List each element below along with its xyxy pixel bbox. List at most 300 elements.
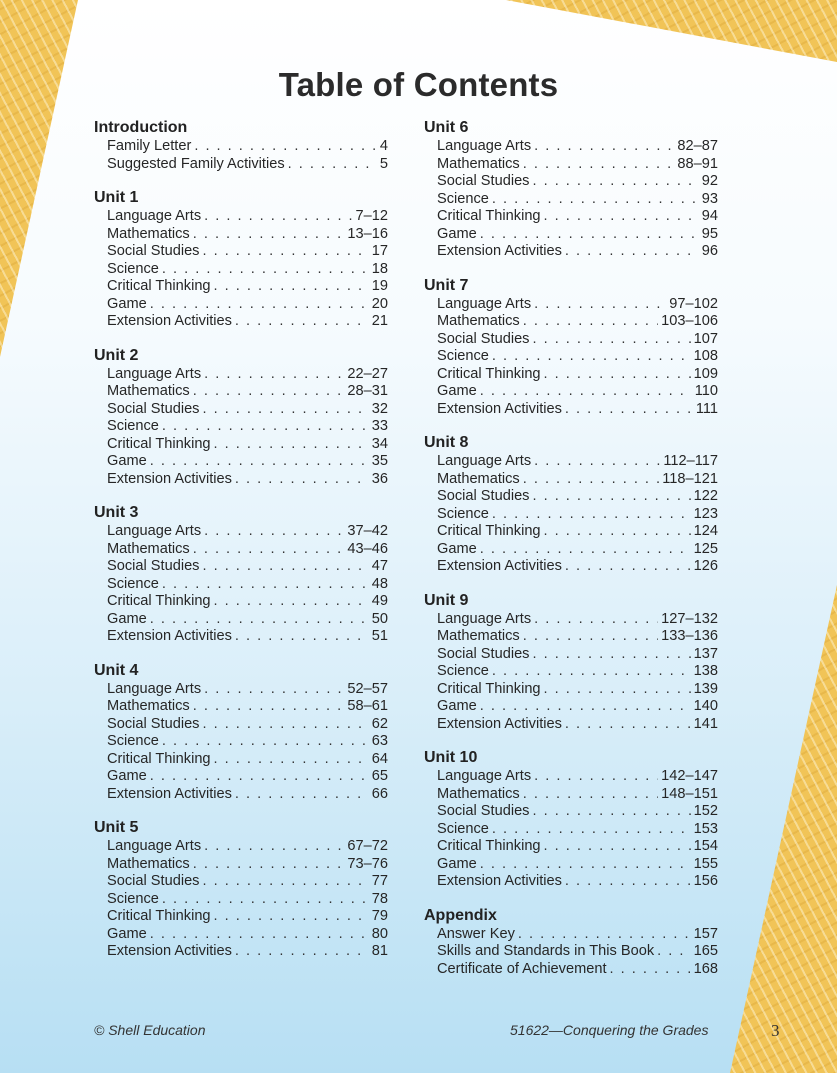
toc-entry-label: Language Arts <box>437 610 532 627</box>
toc-entry-pages: 110 <box>694 383 718 399</box>
toc-section-heading: Unit 3 <box>94 504 139 521</box>
toc-entry-pages: 65 <box>371 768 388 784</box>
toc-entry-pages: 21 <box>371 313 388 329</box>
toc-entry <box>94 751 388 769</box>
toc-entry <box>424 331 718 349</box>
toc-entry-pages: 81 <box>371 943 388 959</box>
dot-leader <box>235 471 369 489</box>
toc-entry <box>424 768 718 786</box>
dot-leader <box>534 611 658 629</box>
toc-entry-label: Language Arts <box>437 138 532 154</box>
dot-leader <box>204 681 344 699</box>
toc-entry <box>94 716 388 734</box>
toc-entry-label: Critical Thinking <box>437 523 541 539</box>
toc-entry-label: Game <box>107 295 147 312</box>
toc-entry <box>424 243 718 261</box>
toc-entry-label: Skills and Standards in This Book <box>437 943 655 959</box>
dot-leader <box>202 558 368 576</box>
dot-leader <box>523 628 658 646</box>
toc-entry <box>424 348 718 366</box>
toc-entry-pages: 122 <box>693 488 718 504</box>
toc-entry <box>424 926 718 944</box>
toc-entry-label: Language Arts <box>107 838 202 854</box>
toc-entry-pages: 111 <box>695 400 718 417</box>
toc-section <box>94 346 388 489</box>
dot-leader <box>532 646 690 664</box>
toc-entry <box>424 453 718 471</box>
toc-entry <box>424 226 718 244</box>
toc-entry-label: Language Arts <box>107 523 202 539</box>
dot-leader <box>657 943 691 961</box>
toc-entry-pages: 17 <box>371 243 388 259</box>
toc-section-heading: Unit 7 <box>424 276 469 294</box>
toc-entry <box>424 138 718 156</box>
toc-section-heading: Unit 1 <box>94 189 139 206</box>
toc-entry-label: Mathematics <box>107 383 190 399</box>
toc-entry <box>424 803 718 821</box>
toc-column-right <box>424 118 718 993</box>
toc-entry <box>94 156 388 174</box>
toc-entry-pages: 20 <box>371 295 388 312</box>
toc-entry <box>424 471 718 489</box>
dot-leader <box>534 138 674 156</box>
toc-entry <box>94 453 388 471</box>
toc-entry-label: Mathematics <box>437 313 520 329</box>
toc-entry <box>94 838 388 856</box>
dot-leader <box>544 366 691 384</box>
toc-entry <box>424 698 718 716</box>
toc-entry-pages: 51 <box>371 628 388 644</box>
dot-leader <box>532 803 690 821</box>
toc-entry <box>94 523 388 541</box>
toc-entry-label: Extension Activities <box>107 628 232 644</box>
dot-leader <box>544 681 691 699</box>
toc-entry-label: Extension Activities <box>437 558 562 574</box>
toc-entry-pages: 88–91 <box>677 155 718 172</box>
toc-entry-pages: 112–117 <box>663 453 718 469</box>
toc-entry-pages: 125 <box>693 540 718 557</box>
dot-leader <box>193 698 345 716</box>
toc-entry-label: Science <box>107 418 159 434</box>
toc-entry-pages: 142–147 <box>661 768 718 784</box>
toc-section <box>424 748 718 891</box>
toc-entry <box>94 628 388 646</box>
toc-entry-pages: 49 <box>371 593 388 609</box>
dot-leader <box>532 331 690 349</box>
dot-leader <box>523 313 658 331</box>
toc-entry <box>424 488 718 506</box>
dot-leader <box>204 838 344 856</box>
toc-entry-label: Social Studies <box>437 330 530 347</box>
dot-leader <box>204 523 344 541</box>
dot-leader <box>235 786 369 804</box>
toc-entry-pages: 35 <box>371 453 388 469</box>
toc-entry-label: Extension Activities <box>437 400 562 417</box>
toc-entry-pages: 18 <box>371 260 388 277</box>
dot-leader <box>214 751 369 769</box>
toc-section <box>94 118 388 173</box>
toc-entry-pages: 140 <box>693 698 718 714</box>
dot-leader <box>235 943 369 961</box>
toc-entry-label: Language Arts <box>107 680 202 697</box>
dot-leader <box>193 383 345 401</box>
toc-entry <box>424 663 718 681</box>
toc-entry-label: Social Studies <box>437 173 530 189</box>
dot-leader <box>202 716 368 734</box>
toc-entry <box>94 926 388 944</box>
toc-entry <box>424 646 718 664</box>
toc-entry-label: Game <box>107 610 147 627</box>
toc-entry-label: Mathematics <box>437 470 520 487</box>
toc-section <box>94 818 388 961</box>
toc-entry-pages: 13–16 <box>347 225 388 242</box>
toc-entry-pages: 67–72 <box>347 838 388 854</box>
dot-leader <box>162 733 369 751</box>
toc-entry <box>424 943 718 961</box>
toc-entry-pages: 94 <box>701 208 718 224</box>
toc-entry-label: Science <box>437 820 489 837</box>
toc-entry-label: Language Arts <box>107 365 202 382</box>
toc-entry-label: Critical Thinking <box>107 278 211 294</box>
toc-entry-label: Mathematics <box>437 628 520 644</box>
toc-entry-label: Extension Activities <box>437 873 562 889</box>
dot-leader <box>150 296 369 314</box>
toc-entry <box>424 208 718 226</box>
toc-entry-label: Family Letter <box>107 138 192 154</box>
dot-leader <box>162 576 369 594</box>
dot-leader <box>162 891 369 909</box>
dot-leader <box>480 541 691 559</box>
toc-entry-label: Extension Activities <box>437 715 562 732</box>
toc-entry-pages: 37–42 <box>347 523 388 539</box>
toc-entry-pages: 73–76 <box>347 855 388 872</box>
dot-leader <box>193 226 345 244</box>
dot-leader <box>204 366 344 384</box>
toc-entry-pages: 141 <box>693 715 718 732</box>
toc-entry-label: Game <box>437 855 477 872</box>
toc-entry-label: Critical Thinking <box>437 365 541 382</box>
toc-entry-label: Critical Thinking <box>107 593 211 609</box>
toc-entry-label: Game <box>437 225 477 242</box>
toc-entry-pages: 148–151 <box>661 785 718 802</box>
toc-entry <box>94 366 388 384</box>
toc-entry <box>424 313 718 331</box>
toc-entry <box>424 506 718 524</box>
toc-entry <box>94 681 388 699</box>
toc-entry-label: Mathematics <box>107 540 190 557</box>
toc-entry-pages: 82–87 <box>677 138 718 154</box>
toc-entry-label: Game <box>437 540 477 557</box>
toc-entry-label: Game <box>437 383 477 399</box>
toc-entry-pages: 97–102 <box>669 295 718 312</box>
toc-entry-label: Extension Activities <box>107 470 232 487</box>
page-title: Table of Contents <box>278 66 559 103</box>
dot-leader <box>288 156 377 174</box>
toc-section <box>424 433 718 576</box>
toc-entry-pages: 153 <box>693 820 718 837</box>
dot-leader <box>534 453 660 471</box>
toc-entry-pages: 154 <box>693 838 718 854</box>
toc-entry-pages: 93 <box>701 190 718 207</box>
toc-entry-label: Critical Thinking <box>107 750 211 767</box>
dot-leader <box>523 471 660 489</box>
dot-leader <box>214 908 369 926</box>
toc-entry <box>94 856 388 874</box>
toc-entry-label: Mathematics <box>437 155 520 172</box>
dot-leader <box>235 313 369 331</box>
dot-leader <box>565 873 691 891</box>
toc-entry <box>424 191 718 209</box>
toc-entry-pages: 19 <box>371 278 388 294</box>
toc-entry <box>94 383 388 401</box>
footer-book-title: 51622—Conquering the Grades <box>510 1022 709 1038</box>
toc-entry <box>94 296 388 314</box>
toc-entry-pages: 48 <box>371 575 388 592</box>
toc-entry <box>94 401 388 419</box>
toc-section-heading: Introduction <box>94 119 188 136</box>
toc-entry-pages: 47 <box>371 558 388 574</box>
toc-section-heading: Unit 9 <box>424 591 469 609</box>
toc-entry-pages: 157 <box>693 925 718 942</box>
dot-leader <box>480 226 699 244</box>
toc-entry <box>94 418 388 436</box>
toc-entry-pages: 95 <box>701 225 718 242</box>
dot-leader <box>492 191 699 209</box>
dot-leader <box>523 156 675 174</box>
toc-entry <box>94 891 388 909</box>
dot-leader <box>150 453 369 471</box>
dot-leader <box>214 436 369 454</box>
dot-leader <box>480 383 692 401</box>
dot-leader <box>235 628 369 646</box>
dot-leader <box>492 663 691 681</box>
toc-entry <box>424 628 718 646</box>
dot-leader <box>532 488 690 506</box>
toc-entry-label: Critical Thinking <box>437 208 541 224</box>
toc-entry-pages: 126 <box>693 558 718 574</box>
toc-entry <box>94 873 388 891</box>
toc-entry-label: Critical Thinking <box>437 838 541 854</box>
toc-section-heading: Unit 5 <box>94 819 139 836</box>
toc-entry-pages: 138 <box>693 663 718 679</box>
toc-entry-label: Language Arts <box>107 208 202 224</box>
toc-section <box>94 661 388 804</box>
toc-entry <box>424 856 718 874</box>
toc-section-heading: Unit 8 <box>424 434 469 451</box>
dot-leader <box>492 506 691 524</box>
toc-entry-pages: 34 <box>371 435 388 452</box>
toc-entry-label: Extension Activities <box>437 243 562 259</box>
toc-entry <box>424 716 718 734</box>
toc-section-heading: Unit 10 <box>424 749 478 766</box>
toc-entry <box>94 226 388 244</box>
toc-entry-label: Game <box>437 698 477 714</box>
toc-entry <box>424 838 718 856</box>
toc-entry <box>424 611 718 629</box>
toc-entry <box>94 261 388 279</box>
dot-leader <box>565 558 691 576</box>
dot-leader <box>162 261 369 279</box>
toc-entry-label: Social Studies <box>437 645 530 662</box>
toc-entry-pages: 52–57 <box>347 680 388 697</box>
dot-leader <box>480 856 691 874</box>
toc-entry-pages: 137 <box>693 645 718 662</box>
dot-leader <box>150 926 369 944</box>
toc-entry-label: Social Studies <box>437 803 530 819</box>
toc-entry <box>424 523 718 541</box>
toc-entry-pages: 32 <box>371 400 388 417</box>
toc-entry-pages: 108 <box>693 348 718 364</box>
toc-entry-pages: 156 <box>693 873 718 889</box>
toc-entry <box>94 908 388 926</box>
toc-entry <box>424 541 718 559</box>
toc-entry-pages: 66 <box>371 785 388 802</box>
toc-entry-label: Game <box>107 925 147 942</box>
dot-leader <box>610 961 691 979</box>
toc-section <box>94 503 388 646</box>
dot-leader <box>532 173 698 191</box>
toc-section-heading: Unit 4 <box>94 661 139 679</box>
toc-entry-label: Suggested Family Activities <box>107 155 285 172</box>
toc-section <box>424 276 718 419</box>
dot-leader <box>534 768 658 786</box>
toc-entry-pages: 28–31 <box>347 383 388 399</box>
dot-leader <box>204 208 352 226</box>
toc-entry-pages: 7–12 <box>355 208 388 224</box>
dot-leader <box>202 401 368 419</box>
toc-entry-pages: 109 <box>693 365 718 382</box>
toc-entry-label: Critical Thinking <box>437 680 541 697</box>
toc-entry-pages: 165 <box>693 943 718 959</box>
toc-entry-label: Science <box>437 348 489 364</box>
toc-entry-pages: 5 <box>379 155 388 172</box>
toc-entry-label: Science <box>437 505 489 522</box>
toc-entry-pages: 78 <box>371 890 388 907</box>
dot-leader <box>523 786 658 804</box>
toc-entry <box>424 821 718 839</box>
toc-entry-label: Social Studies <box>107 715 200 732</box>
dot-leader <box>214 593 369 611</box>
toc-entry-label: Language Arts <box>437 295 532 312</box>
dot-leader <box>544 208 699 226</box>
dot-leader <box>202 243 368 261</box>
toc-entry-pages: 79 <box>371 908 388 924</box>
page-number: 3 <box>771 1021 780 1040</box>
toc-entry <box>94 278 388 296</box>
toc-entry-pages: 22–27 <box>347 365 388 382</box>
toc-entry-pages: 103–106 <box>661 313 718 329</box>
dot-leader <box>492 348 691 366</box>
toc-entry-label: Language Arts <box>437 453 532 469</box>
toc-entry <box>94 436 388 454</box>
toc-entry <box>424 961 718 979</box>
footer-publisher: © Shell Education <box>94 1022 206 1038</box>
toc-entry-pages: 133–136 <box>661 628 718 644</box>
toc-entry <box>424 401 718 419</box>
toc-entry-pages: 123 <box>693 505 718 522</box>
dot-leader <box>565 716 691 734</box>
toc-section <box>94 188 388 331</box>
toc-entry <box>94 768 388 786</box>
dot-leader <box>150 768 369 786</box>
toc-entry <box>94 471 388 489</box>
toc-entry <box>424 366 718 384</box>
toc-entry <box>94 243 388 261</box>
toc-entry-pages: 155 <box>693 855 718 872</box>
dot-leader <box>162 418 369 436</box>
dot-leader <box>214 278 369 296</box>
toc-entry-label: Science <box>107 575 159 592</box>
toc-entry <box>94 593 388 611</box>
toc-entry <box>94 558 388 576</box>
toc-entry <box>94 943 388 961</box>
toc-section <box>424 906 718 979</box>
toc-entry-pages: 36 <box>371 470 388 487</box>
toc-entry-label: Game <box>107 453 147 469</box>
toc-entry <box>424 558 718 576</box>
toc-entry <box>424 786 718 804</box>
toc-entry <box>424 681 718 699</box>
toc-entry-label: Certificate of Achievement <box>437 960 607 977</box>
toc-entry-label: Social Studies <box>107 873 200 889</box>
toc-entry-label: Extension Activities <box>107 943 232 959</box>
dot-leader <box>544 838 691 856</box>
toc-entry-label: Critical Thinking <box>107 908 211 924</box>
toc-entry-pages: 118–121 <box>662 470 718 487</box>
toc-entry-label: Science <box>437 190 489 207</box>
toc-entry-pages: 152 <box>693 803 718 819</box>
toc-entry-label: Mathematics <box>437 785 520 802</box>
toc-entry-pages: 50 <box>371 610 388 627</box>
dot-leader <box>194 138 377 156</box>
toc-entry <box>94 611 388 629</box>
toc-entry-label: Mathematics <box>107 698 190 714</box>
toc-entry-pages: 80 <box>371 925 388 942</box>
toc-section-heading: Unit 6 <box>424 119 469 136</box>
toc-entry-label: Critical Thinking <box>107 435 211 452</box>
dot-leader <box>193 856 345 874</box>
toc-entry <box>94 698 388 716</box>
dot-leader <box>565 401 693 419</box>
toc-entry-label: Science <box>107 733 159 749</box>
toc-entry <box>424 296 718 314</box>
toc-entry-label: Science <box>437 663 489 679</box>
toc-section-heading: Unit 2 <box>94 346 139 364</box>
dot-leader <box>518 926 691 944</box>
toc-entry-label: Answer Key <box>437 925 515 942</box>
dot-leader <box>150 611 369 629</box>
toc-entry-label: Social Studies <box>107 558 200 574</box>
toc-entry <box>424 873 718 891</box>
toc-entry-pages: 43–46 <box>347 540 388 557</box>
toc-entry <box>94 541 388 559</box>
toc-entry-label: Mathematics <box>107 855 190 872</box>
dot-leader <box>534 296 666 314</box>
toc-entry <box>94 576 388 594</box>
dot-leader <box>480 698 691 716</box>
toc-section <box>424 591 718 734</box>
toc-entry <box>424 383 718 401</box>
toc-column-left <box>94 118 388 976</box>
toc-entry-pages: 127–132 <box>661 610 718 627</box>
toc-entry-pages: 33 <box>371 418 388 434</box>
toc-entry-pages: 124 <box>693 523 718 539</box>
toc-entry-label: Science <box>107 890 159 907</box>
toc-entry-label: Social Studies <box>107 400 200 417</box>
dot-leader <box>544 523 691 541</box>
toc-entry-label: Social Studies <box>107 243 200 259</box>
toc-entry-label: Science <box>107 260 159 277</box>
